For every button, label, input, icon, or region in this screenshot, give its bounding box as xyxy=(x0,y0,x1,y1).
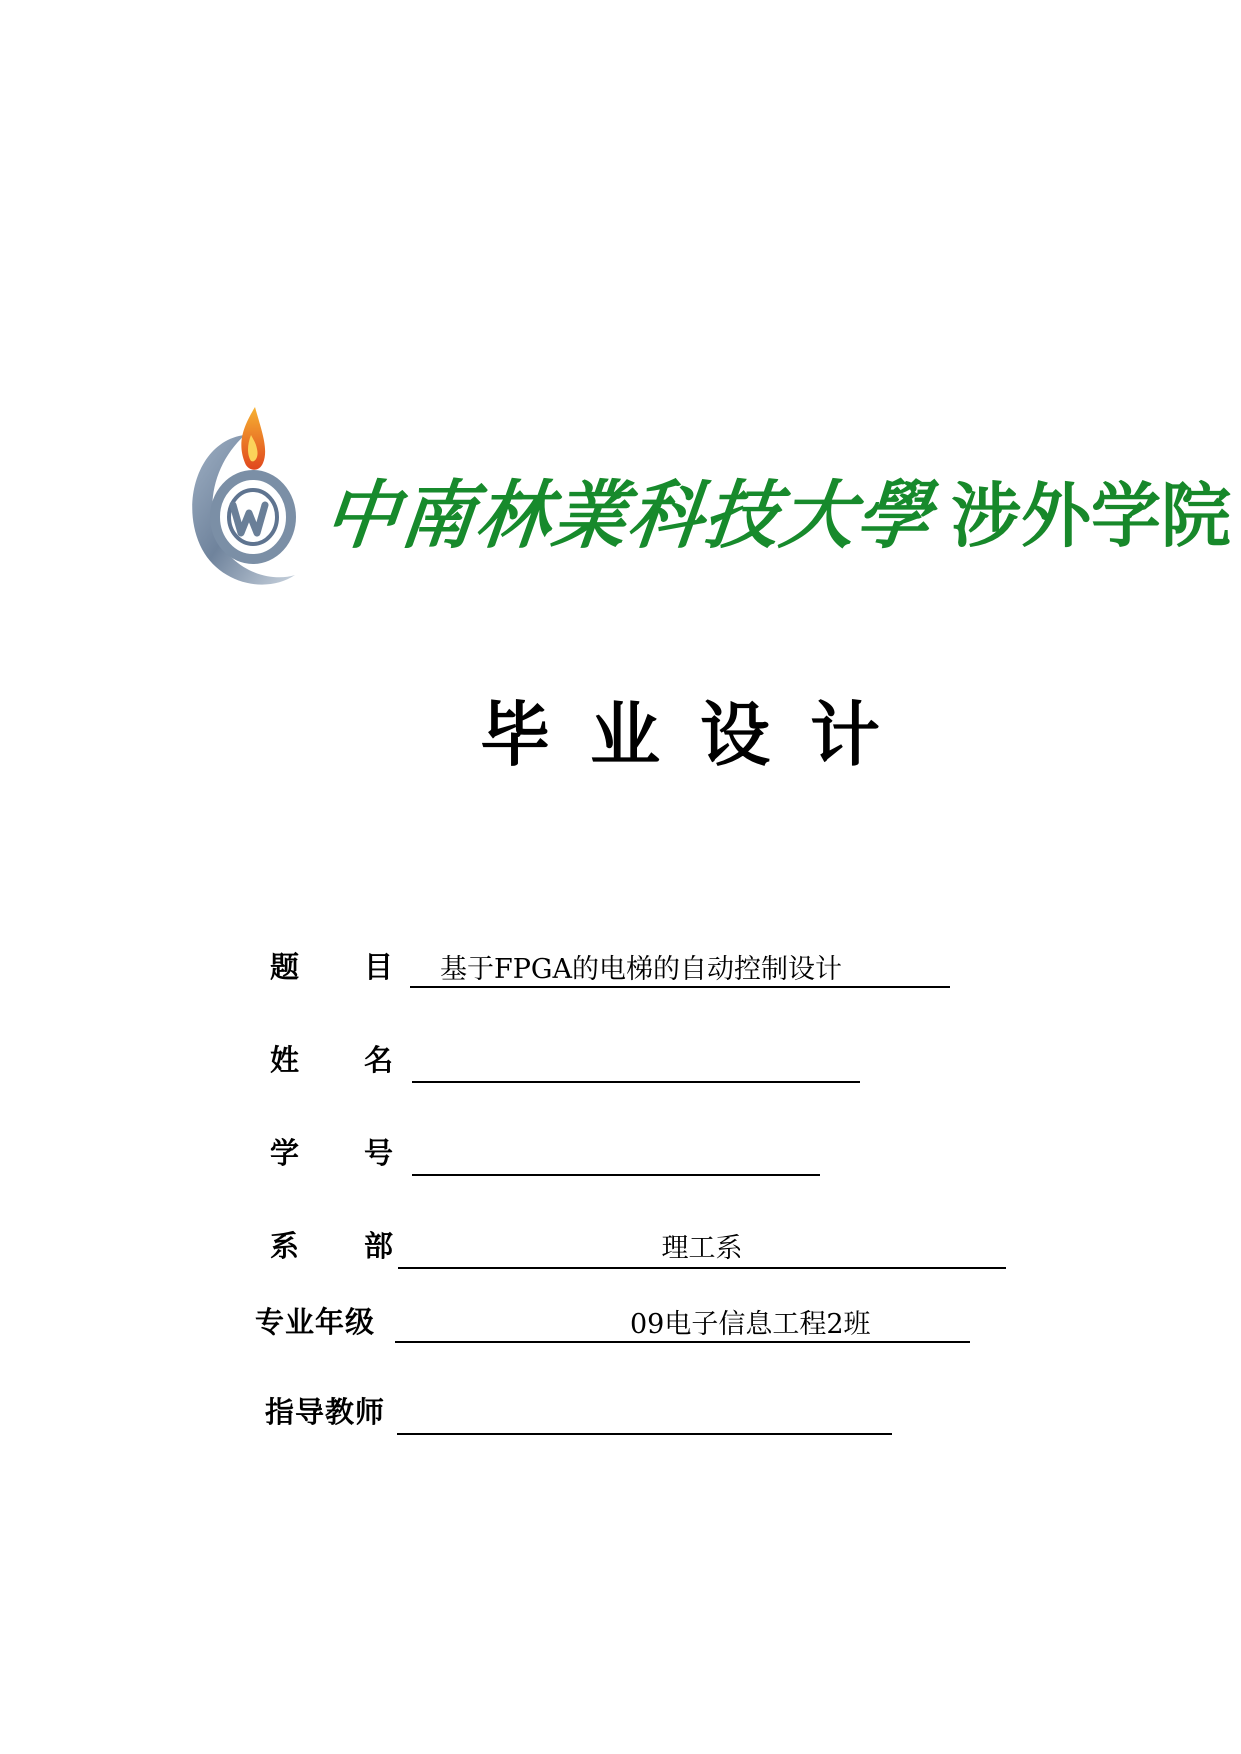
form-row-department xyxy=(270,1224,1010,1268)
topic-field[interactable] xyxy=(410,951,950,988)
student-id-field[interactable] xyxy=(412,1137,820,1176)
form-row-major-grade xyxy=(255,1300,975,1344)
school-banner xyxy=(185,405,1231,605)
department-label: 系部 xyxy=(270,1229,459,1263)
school-name xyxy=(319,455,1231,565)
department-value: 理工系 xyxy=(661,1233,743,1264)
student-id-label: 学号 xyxy=(270,1136,459,1170)
major-grade-field[interactable] xyxy=(395,1306,970,1343)
advisor-label: 指导教师 xyxy=(265,1395,386,1429)
school-name-suffix: 涉外学院 xyxy=(951,474,1231,557)
department-field[interactable] xyxy=(398,1230,1006,1269)
name-field[interactable] xyxy=(412,1044,860,1083)
school-emblem-icon xyxy=(185,405,305,597)
major-grade-value: 09电子信息工程2班 xyxy=(630,1309,871,1340)
form-row-topic xyxy=(270,945,960,989)
form-row-name xyxy=(270,1038,870,1082)
topic-label: 题目 xyxy=(270,950,459,984)
document-title: 毕业设计 xyxy=(480,694,920,776)
form-row-student-id xyxy=(270,1131,830,1175)
advisor-field[interactable] xyxy=(397,1396,892,1435)
topic-value: 基于FPGA的电梯的自动控制设计 xyxy=(440,954,842,985)
major-grade-label: 专业年级 xyxy=(255,1305,376,1339)
school-name-calligraphy: 中南林業科技大學 xyxy=(319,473,937,559)
name-label: 姓名 xyxy=(270,1043,459,1077)
form-row-advisor xyxy=(265,1390,905,1434)
